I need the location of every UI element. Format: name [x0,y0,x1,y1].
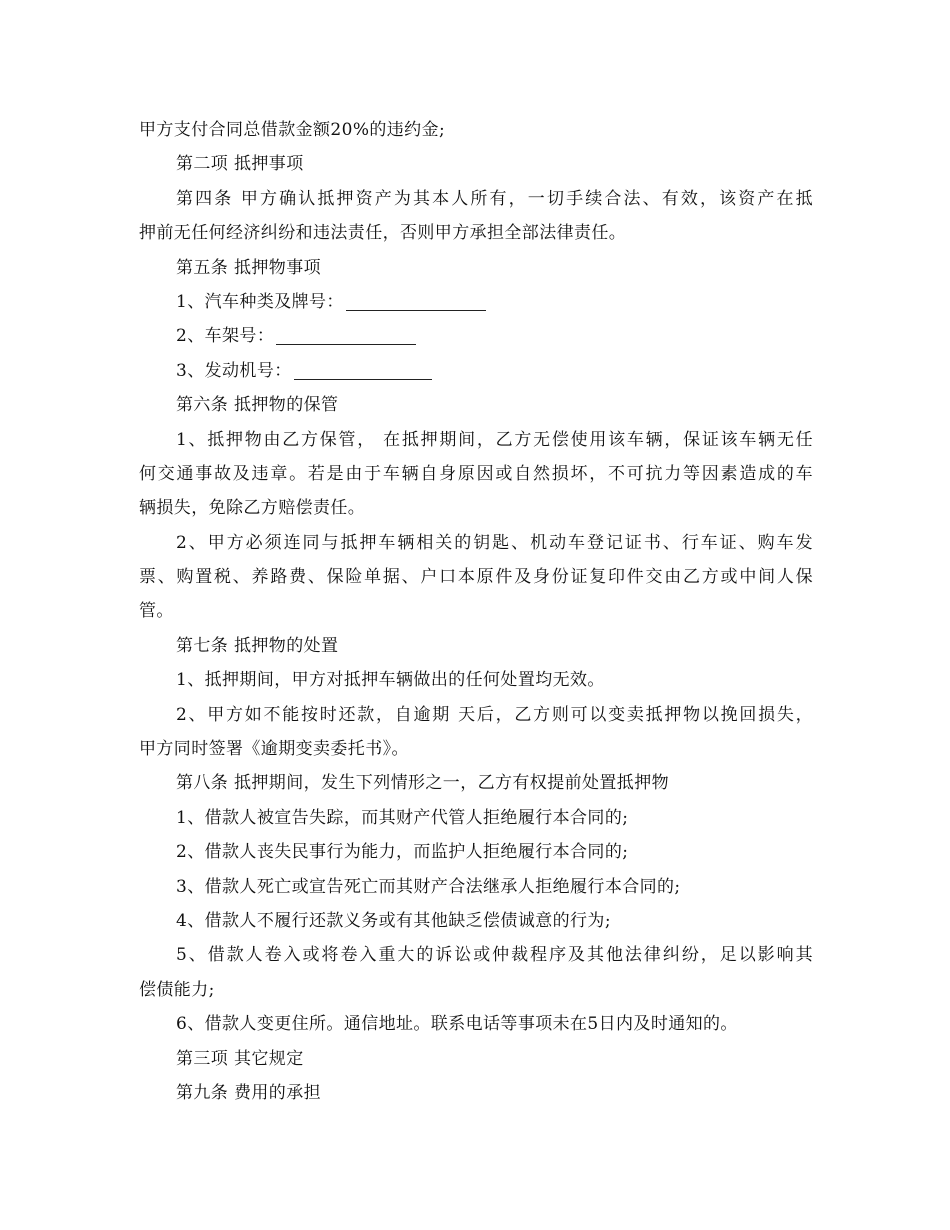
blank-underline [346,290,486,311]
list-item: 6、借款人变更住所。通信地址。联系电话等事项未在5日内及时通知的。 [176,1014,738,1035]
section-heading: 第二项 抵押事项 [176,154,304,175]
document-body [139,113,813,1110]
text-line: 甲方支付合同总借款金额20%的违约金; [139,120,446,140]
text-line: 管。 [139,601,174,622]
article-heading: 第九条 费用的承担 [176,1082,322,1103]
text-line: 辆损失，免除乙方赔偿责任。 [139,498,366,519]
text-line: 2、甲方如不能按时还款，自逾期 天后，乙方则可以变卖抵押物以挽回损失， [176,704,813,725]
section-heading: 第三项 其它规定 [176,1048,304,1069]
form-field-line [139,285,813,319]
form-field-line [139,319,813,353]
article-heading: 第八条 抵押期间，发生下列情形之一，乙方有权提前处置抵押物 [176,773,670,794]
text-line: 偿债能力; [139,979,215,1000]
article-heading: 第六条 抵押物的保管 [176,395,339,416]
article-heading: 第五条 抵押物事项 [176,257,322,278]
field-label: 1、汽车种类及牌号： [176,291,344,312]
list-item: 5、借款人卷入或将卷入重大的诉讼或仲裁程序及其他法律纠纷，足以影响其 [176,945,813,966]
text-line: 何交通事故及违章。若是由于车辆自身原因或自然损坏，不可抗力等因素造成的车 [139,463,813,484]
form-field-line [139,354,813,388]
blank-underline [276,324,416,345]
blank-underline [294,359,432,380]
field-label: 2、车架号： [176,326,275,347]
text-line: 第四条 甲方确认抵押资产为其本人所有，一切手续合法、有效，该资产在抵 [176,188,813,209]
list-item: 2、借款人丧失民事行为能力，而监护人拒绝履行本合同的; [176,842,629,863]
list-item: 3、借款人死亡或宣告死亡而其财产合法继承人拒绝履行本合同的; [176,876,681,897]
article-heading: 第七条 抵押物的处置 [176,635,339,656]
list-item: 4、借款人不履行还款义务或有其他缺乏偿债诚意的行为; [176,910,611,931]
text-line: 1、抵押物由乙方保管， 在抵押期间，乙方无偿使用该车辆，保证该车辆无任 [176,429,813,450]
text-line: 1、抵押期间，甲方对抵押车辆做出的任何处置均无效。 [176,670,605,691]
text-line: 票、购置税、养路费、保险单据、户口本原件及身份证复印件交由乙方或中间人保 [139,567,813,588]
text-line: 2、甲方必须连同与抵押车辆相关的钥匙、机动车登记证书、行车证、购车发 [176,532,813,553]
text-line: 押前无任何经济纠纷和违法责任，否则甲方承担全部法律责任。 [139,223,627,244]
list-item: 1、借款人被宣告失踪，而其财产代管人拒绝履行本合同的; [176,807,629,828]
text-line: 甲方同时签署《逾期变卖委托书》。 [139,739,409,760]
field-label: 3、发动机号： [176,360,292,381]
